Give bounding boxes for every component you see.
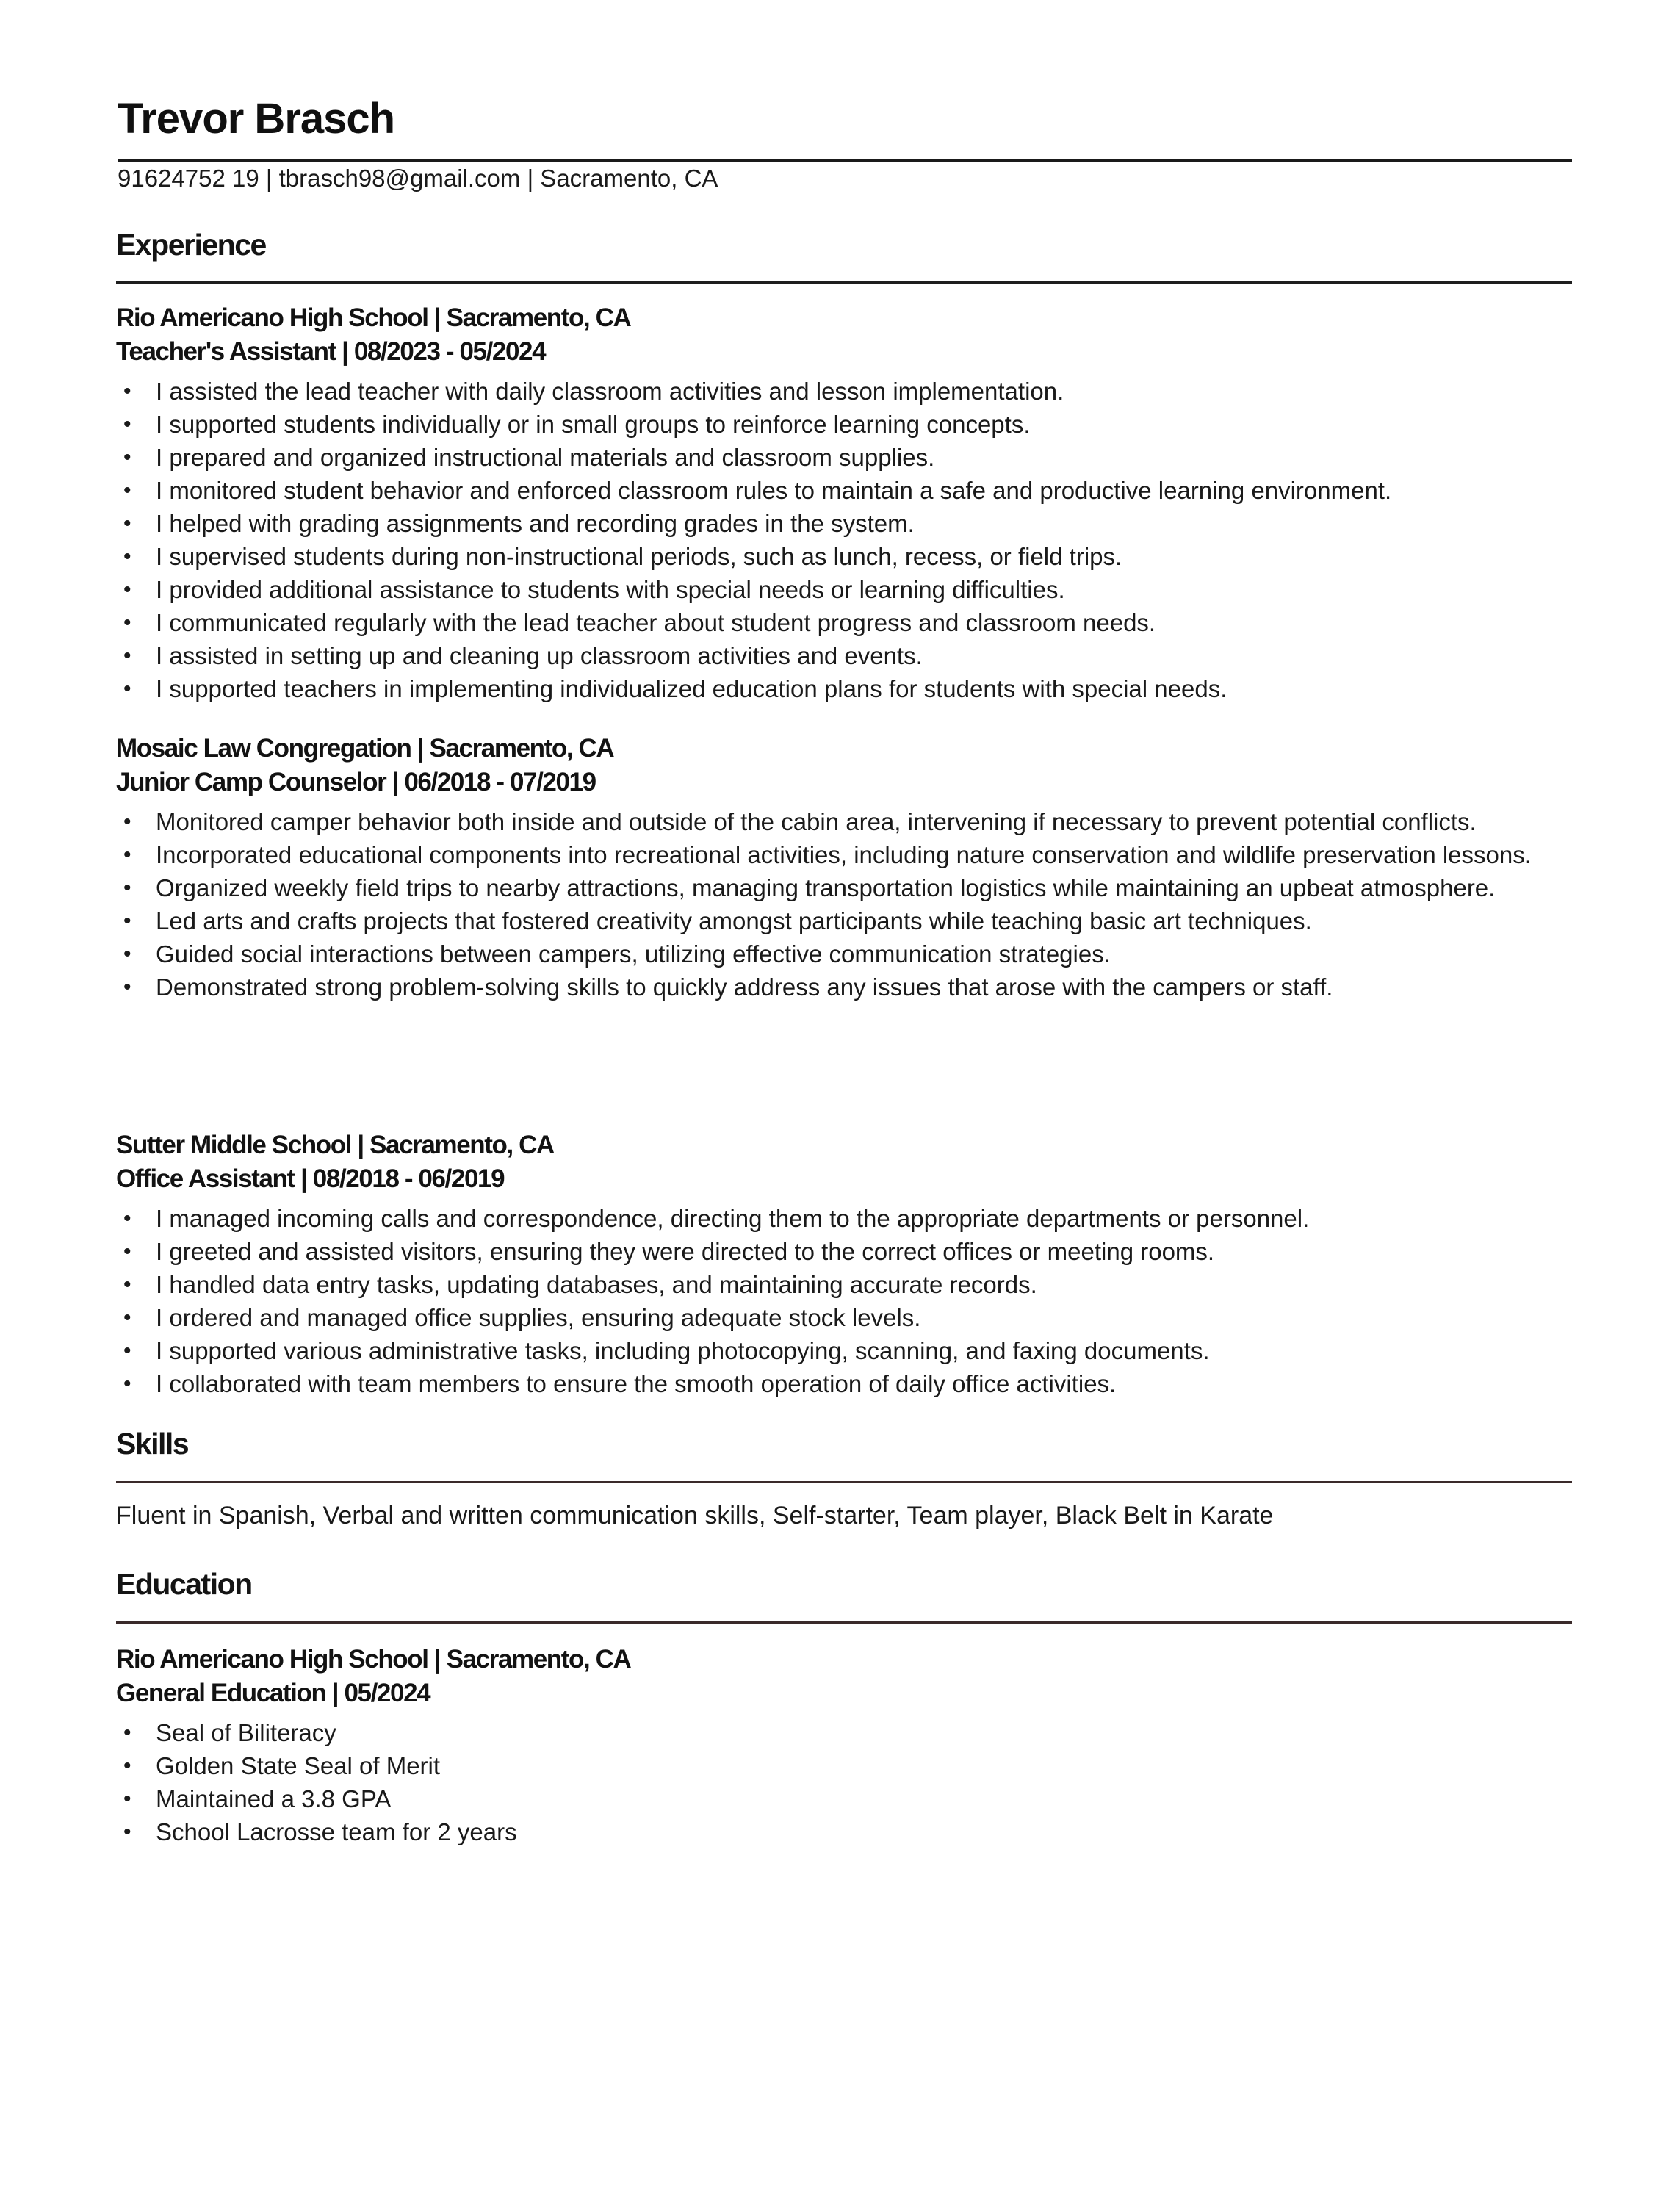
list-item: • I supported teachers in implementing individualized education plans for students with special needs. — [116, 672, 1578, 705]
job-role: Junior Camp Counselor | 06/2018 - 07/2019 — [116, 768, 596, 796]
job-bullets — [116, 1202, 1578, 1400]
education-program: General Education | 05/2024 — [116, 1679, 430, 1707]
education-bullets — [116, 1716, 1578, 1848]
list-item: • I managed incoming calls and correspondence, directing them to the appropriate departments or personnel. — [116, 1202, 1578, 1235]
list-item: • I collaborated with team members to ensure the smooth operation of daily office activities. — [116, 1367, 1578, 1400]
list-item: • Led arts and crafts projects that fostered creativity amongst participants while teaching basic art techniques. — [116, 904, 1556, 937]
job-entry — [116, 301, 1578, 705]
contact-line: 91624752 19 | tbrasch98@gmail.com | Sacramento, CA — [118, 165, 718, 192]
job-bullets — [116, 805, 1556, 1004]
experience-divider — [116, 281, 1572, 284]
education-divider — [116, 1621, 1572, 1624]
list-item: • School Lacrosse team for 2 years — [116, 1815, 1578, 1848]
job-bullets — [116, 375, 1578, 705]
education-organization: Rio Americano High School | Sacramento, CA — [116, 1645, 631, 1674]
job-role: Teacher's Assistant | 08/2023 - 05/2024 — [116, 337, 546, 366]
job-organization: Mosaic Law Congregation | Sacramento, CA — [116, 734, 614, 763]
list-item: • I assisted in setting up and cleaning up classroom activities and events. — [116, 639, 1578, 672]
candidate-name: Trevor Brasch — [118, 95, 395, 143]
list-item: • I monitored student behavior and enforced classroom rules to maintain a safe and productive learning environment. — [116, 474, 1578, 507]
skills-divider — [116, 1481, 1572, 1483]
skills-text: Fluent in Spanish, Verbal and written communication skills, Self-starter, Team player, Black Belt in Karate — [116, 1502, 1274, 1530]
list-item: • I handled data entry tasks, updating databases, and maintaining accurate records. — [116, 1268, 1578, 1301]
list-item: • Monitored camper behavior both inside and outside of the cabin area, intervening if necessary to prevent potential conflicts. — [116, 805, 1556, 838]
list-item: • I assisted the lead teacher with daily classroom activities and lesson implementation. — [116, 375, 1578, 408]
name-divider — [118, 159, 1572, 162]
list-item: • I helped with grading assignments and recording grades in the system. — [116, 507, 1578, 540]
job-role: Office Assistant | 08/2018 - 06/2019 — [116, 1164, 505, 1193]
list-item: • Maintained a 3.8 GPA — [116, 1782, 1578, 1815]
list-item: • I supported students individually or in small groups to reinforce learning concepts. — [116, 408, 1578, 441]
list-item: • I ordered and managed office supplies, ensuring adequate stock levels. — [116, 1301, 1578, 1334]
education-heading: Education — [116, 1567, 252, 1601]
skills-heading: Skills — [116, 1427, 189, 1461]
list-item: • I supervised students during non-instructional periods, such as lunch, recess, or field trips. — [116, 540, 1578, 573]
list-item: • I supported various administrative tasks, including photocopying, scanning, and faxing documents. — [116, 1334, 1578, 1367]
job-organization: Rio Americano High School | Sacramento, CA — [116, 303, 631, 332]
list-item: • Demonstrated strong problem-solving skills to quickly address any issues that arose with the campers or staff. — [116, 970, 1556, 1004]
list-item: • I communicated regularly with the lead teacher about student progress and classroom needs. — [116, 606, 1578, 639]
list-item: • I greeted and assisted visitors, ensuring they were directed to the correct offices or meeting rooms. — [116, 1235, 1578, 1268]
job-organization: Sutter Middle School | Sacramento, CA — [116, 1131, 554, 1159]
experience-heading: Experience — [116, 228, 266, 262]
list-item: • Incorporated educational components into recreational activities, including nature conservation and wildlife preservation lessons. — [116, 838, 1556, 871]
list-item: • Organized weekly field trips to nearby attractions, managing transportation logistics while maintaining an upbeat atmosphere. — [116, 871, 1556, 904]
job-entry — [116, 732, 1578, 1004]
list-item: • Golden State Seal of Merit — [116, 1749, 1578, 1782]
job-entry — [116, 1128, 1578, 1400]
list-item: • Seal of Biliteracy — [116, 1716, 1578, 1749]
list-item: • I provided additional assistance to students with special needs or learning difficulties. — [116, 573, 1578, 606]
list-item: • I prepared and organized instructional materials and classroom supplies. — [116, 441, 1578, 474]
list-item: • Guided social interactions between campers, utilizing effective communication strategies. — [116, 937, 1556, 970]
education-entry — [116, 1643, 1578, 1848]
